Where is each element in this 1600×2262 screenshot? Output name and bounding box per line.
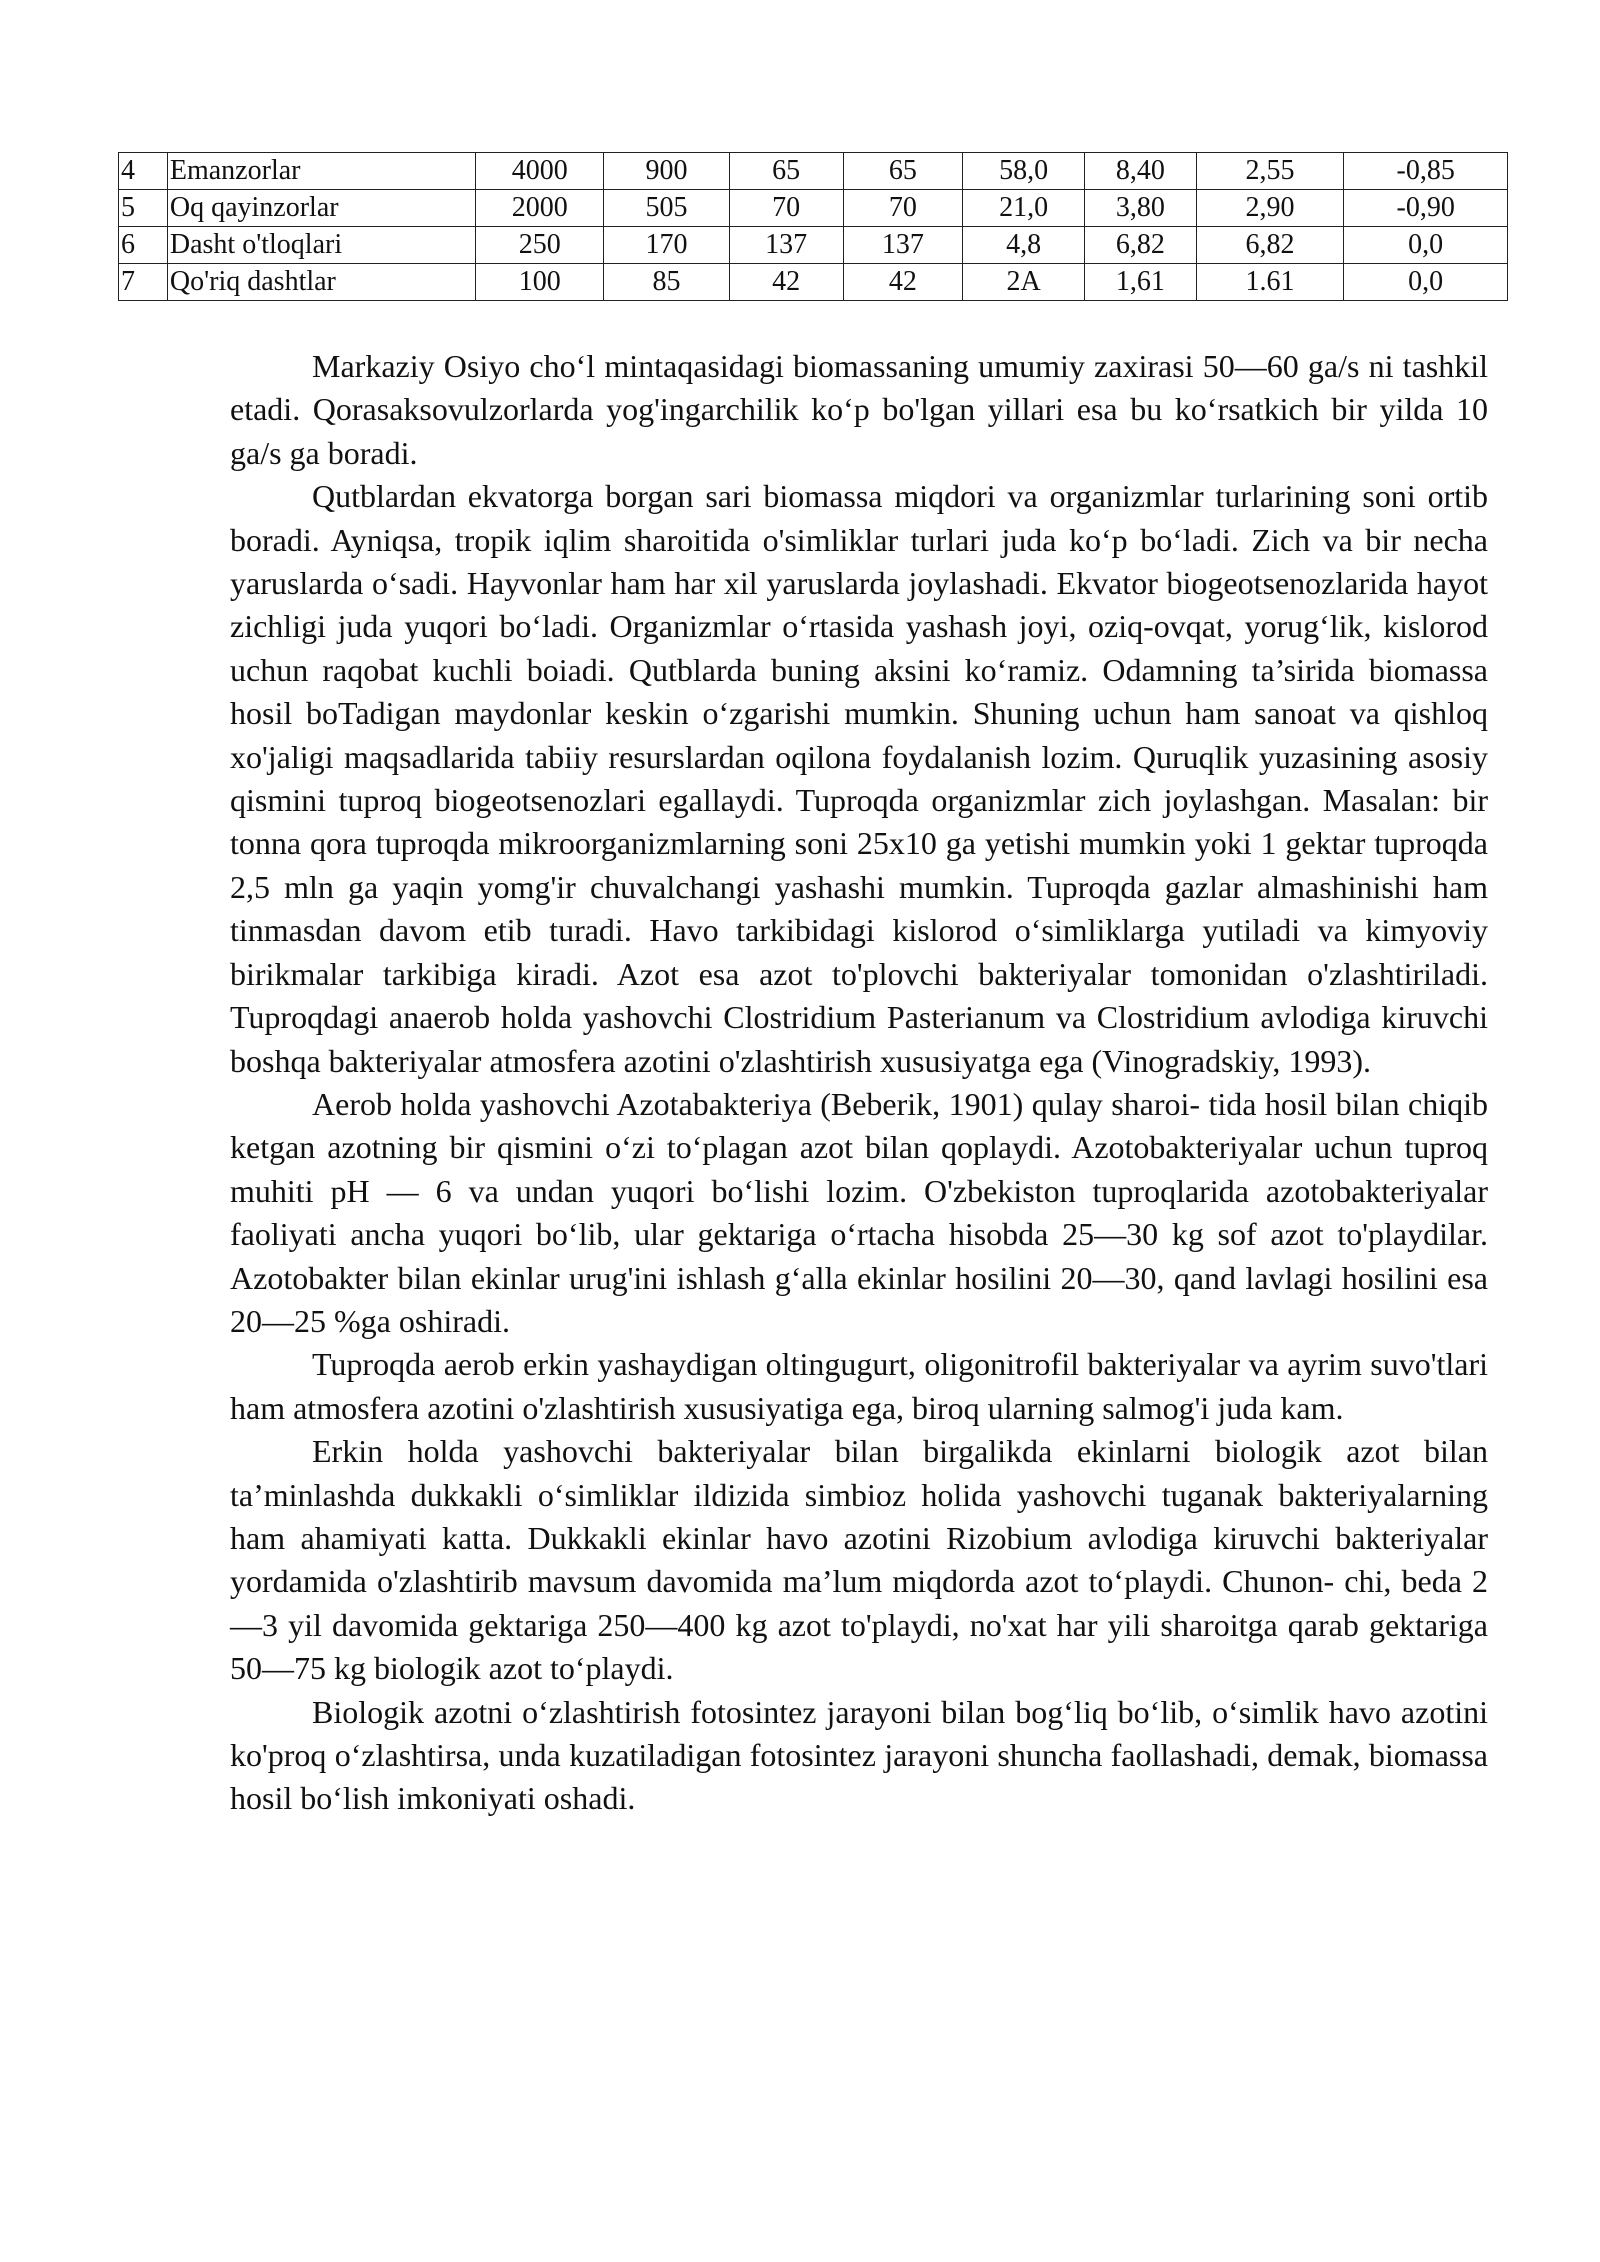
table-cell: 70 bbox=[729, 190, 843, 227]
paragraph: Aerob holda yashovchi Azotabakteriya (Beberik, 1901) qulay sharoi- tida hosil bilan chiqib ketgan azotning bir qismini o‘zi to‘plagan azot bilan qoplaydi. Azotobakteriyalar uchun tuproq muhiti pH — 6 va undan yuqori bo‘lishi lozim. O'zbekiston tuproqlarida azotobakteriyalar faoliyati ancha yuqori bo‘lib, ular gektariga o‘rtacha hisobda 25—30 kg sof azot to'playdilar. Azotobakter bilan ekinlar urug'ini ishlash g‘alla ekinlar hosilini 20—30, qand lavlagi hosilini esa 20—25 %ga oshiradi. bbox=[230, 1085, 1488, 1339]
table-cell: 4000 bbox=[476, 153, 604, 190]
table-cell: 65 bbox=[843, 153, 963, 190]
paragraph: Markaziy Osiyo cho‘l mintaqasidagi biomassaning umumiy zaxirasi 50—60 ga/s ni tashkil etadi. Qorasaksovulzorlarda yog'ingarchilik ko‘p bo'lgan yillari esa bu ko‘rsatkich bir yilda 10 ga/s ga boradi. bbox=[230, 348, 1488, 471]
table-cell: 2000 bbox=[476, 190, 604, 227]
table-cell: 3,80 bbox=[1084, 190, 1196, 227]
table-cell: Qo'riq dashtlar bbox=[167, 264, 475, 301]
biomass-table bbox=[118, 152, 1508, 301]
table-cell: 100 bbox=[476, 264, 604, 301]
table-cell: 4 bbox=[119, 153, 168, 190]
paragraph: Biologik azotni o‘zlashtirish fotosintez jarayoni bilan bog‘liq bo‘lib, o‘simlik havo azotini ko'proq o‘zlashtirsa, unda kuzatiladigan fotosintez jarayoni shuncha faollashadi, demak, biomassa hosil bo‘lish imkoniyati oshadi. bbox=[230, 1693, 1488, 1817]
table-cell: 8,40 bbox=[1084, 153, 1196, 190]
paragraph: Qutblardan ekvatorga borgan sari biomassa miqdori va organizmlar turlarining soni ortib boradi. Ayniqsa, tropik iqlim sharoitida o'simliklar turlari juda ko‘p bo‘ladi. Zich va bir necha yaruslarda o‘sadi. Hayvonlar ham har xil yaruslarda joylashadi. Ekvator biogeotsenozlarida hayot zichligi juda yuqori bo‘ladi. Organizmlar o‘rtasida yashash joyi, oziq-ovqat, yorug‘lik, kislorod uchun raqobat kuchli boiadi. Qutblarda buning aksini ko‘ramiz. Odamning ta’sirida biomassa hosil boTadigan maydonlar keskin o‘zgarishi mumkin. Shuning uchun ham sanoat va qishloq xo'jaligi maqsadlarida tabiiy resurslardan oqilona foydalanish lozim. Quruqlik yuzasining asosiy qismini tuproq biogeotsenozlari egallaydi. Tuproqda organizmlar zich joylashgan. Masalan: bir tonna qora tuproqda mikroorganizmlarning soni 25x10 ga yetishi mumkin yoki 1 gektar tuproqda 2,5 mln ga yaqin yomg'ir chuvalchangi yashashi mumkin. Tuproqda gazlar almashinishi ham tinmasdan davom etib turadi. Havo tarkibidagi kislorod o‘simliklarga yutiladi va kimyoviy birikmalar tarkibiga kiradi. Azot esa azot to'plovchi bakteriyalar tomonidan o'zlashtiriladi. Tuproqdagi anaerob holda yashovchi Clostridium Pasterianum va Clostridium avlodiga kiruvchi boshqa bakteriyalar atmosfera azotini o'zlashtirish xususiyatga ega (Vinogradskiy, 1993). bbox=[230, 478, 1488, 1079]
body-text bbox=[230, 345, 1488, 1821]
table-cell: 505 bbox=[604, 190, 730, 227]
table-cell: Oq qayinzorlar bbox=[167, 190, 475, 227]
table-cell: 250 bbox=[476, 227, 604, 264]
table-cell: 6,82 bbox=[1084, 227, 1196, 264]
table-cell: 42 bbox=[843, 264, 963, 301]
table-cell: 0,0 bbox=[1344, 264, 1508, 301]
table-row bbox=[119, 190, 1508, 227]
table-cell: 4,8 bbox=[963, 227, 1085, 264]
table-cell: 65 bbox=[729, 153, 843, 190]
table-cell: 0,0 bbox=[1344, 227, 1508, 264]
table-cell: 5 bbox=[119, 190, 168, 227]
table-cell: -0,85 bbox=[1344, 153, 1508, 190]
table-cell: 70 bbox=[843, 190, 963, 227]
table-cell: 2,55 bbox=[1196, 153, 1344, 190]
table-cell: 2A bbox=[963, 264, 1085, 301]
paragraph: Erkin holda yashovchi bakteriyalar bilan birgalikda ekinlarni biologik azot bilan ta’minlashda dukkakli o‘simliklar ildizida simbioz holida yashovchi tuganak bakteriyalarning ham ahamiyati katta. Dukkakli ekinlar havo azotini Rizobium avlodiga kiruvchi bakteriyalar yordamida o'zlashtirib mavsum davomida ma’lum miqdorda azot to‘playdi. Chunon- chi, beda 2—3 yil davomida gektariga 250—400 kg azot to'playdi, no'xat har yili sharoitga qarab gektariga 50—75 kg biologik azot to‘playdi. bbox=[230, 1433, 1488, 1687]
table-cell: 6,82 bbox=[1196, 227, 1344, 264]
table-cell: 6 bbox=[119, 227, 168, 264]
table-cell: 58,0 bbox=[963, 153, 1085, 190]
table-cell: -0,90 bbox=[1344, 190, 1508, 227]
table-cell: 85 bbox=[604, 264, 730, 301]
table-row bbox=[119, 153, 1508, 190]
table-row bbox=[119, 264, 1508, 301]
table-cell: Dasht o'tloqlari bbox=[167, 227, 475, 264]
table-cell: 1,61 bbox=[1084, 264, 1196, 301]
table-cell: 137 bbox=[729, 227, 843, 264]
table-cell: 1.61 bbox=[1196, 264, 1344, 301]
table-cell: 21,0 bbox=[963, 190, 1085, 227]
table-cell: 137 bbox=[843, 227, 963, 264]
table-row bbox=[119, 227, 1508, 264]
table-cell: 7 bbox=[119, 264, 168, 301]
table-cell: 2,90 bbox=[1196, 190, 1344, 227]
paragraph: Tuproqda aerob erkin yashaydigan oltingugurt, oligonitrofil bakteriyalar va ayrim suvo'tlari ham atmosfera azotini o'zlashtirish xususiyatiga ega, biroq ularning salmog'i juda kam. bbox=[230, 1346, 1488, 1426]
table-cell: 42 bbox=[729, 264, 843, 301]
table-cell: 170 bbox=[604, 227, 730, 264]
table-cell: 900 bbox=[604, 153, 730, 190]
table-cell: Emanzorlar bbox=[167, 153, 475, 190]
